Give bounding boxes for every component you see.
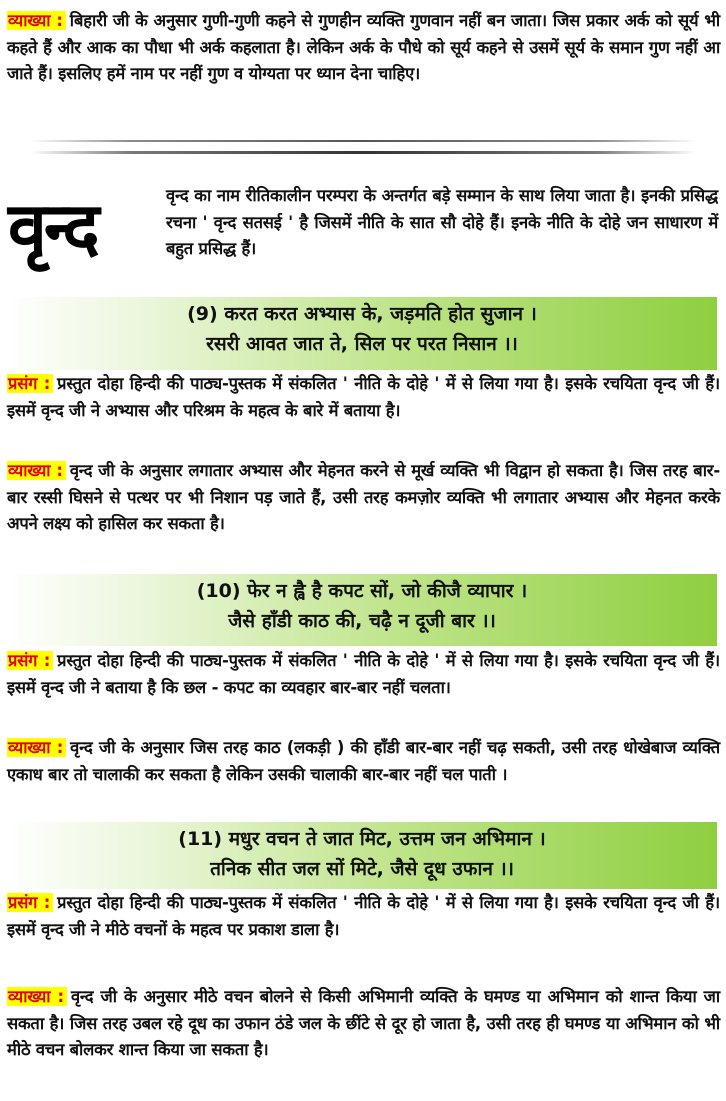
couplet-11-context	[0, 890, 726, 943]
explanation-text: बिहारी जी के अनुसार गुणी-गुणी कहने से गुणहीन व्यक्ति गुणवान नहीं बन जाता। जिस प्रकार अर्क को सूर्य भी कहते हैं और आक का पौधा भी अर्क कहलाता है। लेकिन अर्क के पौधे को सूर्य कहने से उसमें सूर्य के समान गुण नहीं आ जाते हैं। इसलिए हमें नाम पर नहीं गुण व योग्यता पर ध्यान देना चाहिए।	[7, 11, 721, 83]
couplet-11-band	[7, 822, 717, 889]
context-label: प्रसंग :	[7, 374, 53, 393]
couplet-10-context	[0, 648, 726, 701]
intro-explanation-paragraph	[0, 8, 726, 88]
couplet-10-band	[7, 574, 717, 646]
couplet-11-line-1: (11) मधुर वचन ते जात मिट, उत्तम जन अभिमान ।	[178, 828, 546, 850]
couplet-11-explanation	[0, 984, 726, 1064]
poet-name-heading: वृन्द	[8, 187, 97, 269]
explanation-label: व्याख्या :	[7, 738, 66, 757]
section-divider-bottom	[30, 151, 696, 154]
section-divider-top	[30, 140, 696, 142]
couplet-10-line-2: जैसे हाँडी काठ की, चढ़ै न दूजी बार ।।	[228, 610, 496, 632]
context-label: प्रसंग :	[7, 893, 53, 912]
context-text: प्रस्तुत दोहा हिन्दी की पाठ्य-पुस्तक में संकलित ' नीति के दोहे ' में से लिया गया है। इसके रचयिता वृन्द जी हैं। इसमें वृन्द जी ने अभ्यास और परिश्रम के महत्व के बारे में बताया है।	[7, 374, 720, 420]
couplet-9-line-1: (9) करत करत अभ्यास के, जड़मति होत सुजान ।	[187, 303, 537, 325]
couplet-9-context	[0, 371, 726, 424]
explanation-label: व्याख्या :	[7, 461, 66, 480]
couplet-11-line-2: तनिक सीत जल सों मिटे, जैसे दूध उफान ।।	[210, 858, 514, 880]
explanation-text: वृन्द जी के अनुसार मीठे वचन बोलने से किसी अभिमानी व्यक्ति के घमण्ड या अभिमान को शान्त किया जा सकता है। जिस तरह उबल रहे दूध का उफान ठंडे जल के छींटे से दूर हो जाता है, उसी तरह ही घमण्ड या अभिमान को भी मीठे वचन बोलकर शान्त किया जा सकता है।	[7, 987, 720, 1059]
context-text: प्रस्तुत दोहा हिन्दी की पाठ्य-पुस्तक में संकलित ' नीति के दोहे ' में से लिया गया है। इसके रचयिता वृन्द जी हैं। इसमें वृन्द जी ने मीठे वचनों के महत्व पर प्रकाश डाला है।	[7, 893, 720, 939]
poet-intro-paragraph: वृन्द का नाम रीतिकालीन परम्परा के अन्तर्गत बड़े सम्मान के साथ लिया जाता है। इनकी प्रसिद्ध रचना ' वृन्द सतसई ' है जिसमें नीति के सात सौ दोहे हैं। इनके नीति के दोहे जन साधारण में बहुत प्रसिद्ध हैं।	[166, 186, 718, 258]
explanation-label: व्याख्या :	[7, 987, 67, 1006]
context-text: प्रस्तुत दोहा हिन्दी की पाठ्य-पुस्तक में संकलित ' नीति के दोहे ' में से लिया गया है। इसके रचयिता वृन्द जी हैं। इसमें वृन्द जी ने बताया है कि छल - कपट का व्यवहार बार-बार नहीं चलता।	[7, 651, 720, 697]
explanation-label: व्याख्या :	[7, 11, 66, 30]
couplet-9-line-2: रसरी आवत जात ते, सिल पर परत निसान ।।	[206, 333, 518, 355]
couplet-9-explanation	[0, 458, 726, 538]
couplet-10-explanation	[0, 735, 726, 788]
couplet-10-line-1: (10) फेर न ह्वै है कपट सों, जो कीजै व्यापार ।	[196, 580, 528, 602]
context-label: प्रसंग :	[7, 651, 53, 670]
couplet-9-band	[7, 297, 717, 370]
explanation-text: वृन्द जी के अनुसार लगातार अभ्यास और मेहनत करने से मूर्ख व्यक्ति भी विद्वान हो सकता है। जिस तरह बार-बार रस्सी घिसने से पत्थर पर भी निशान पड़ जाते हैं, उसी तरह कमज़ोर व्यक्ति भी लगातार अभ्यास और मेहनत करके अपने लक्ष्य को हासिल कर सकता है।	[7, 461, 720, 533]
explanation-text: वृन्द जी के अनुसार जिस तरह काठ (लकड़ी ) की हाँडी बार-बार नहीं चढ़ सकती, उसी तरह धोखेबाज व्यक्ति एकाध बार तो चालाकी कर सकता है लेकिन उसकी चालाकी बार-बार नहीं चल पाती ।	[7, 738, 721, 784]
